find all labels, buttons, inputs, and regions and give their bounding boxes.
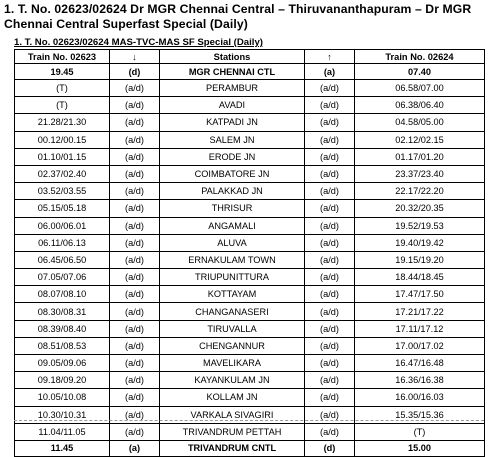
train-02624-time: 06.38/06.40 (355, 97, 485, 114)
train-02624-time: 04.58/05.00 (355, 114, 485, 131)
arrival-departure-code: (a) (305, 64, 355, 80)
table-row (15, 320, 485, 337)
station-name: ALUVA (160, 234, 305, 251)
document-title: 1. T. No. 02623/02624 Dr MGR Chennai Central – Thiruvananthapuram – Dr MGR Chennai Central Superfast Special (Daily) (4, 2, 472, 31)
train-02623-time: 03.52/03.55 (15, 183, 110, 200)
station-name: MAVELIKARA (160, 355, 305, 372)
train-02623-time: 08.07/08.10 (15, 286, 110, 303)
station-name: KATPADI JN (160, 114, 305, 131)
train-02624-time: 01.17/01.20 (355, 148, 485, 165)
arrival-departure-code: (d) (305, 440, 355, 456)
train-02623-time: (T) (15, 80, 110, 97)
station-name: PALAKKAD JN (160, 183, 305, 200)
train-02624-time: 16.36/16.38 (355, 372, 485, 389)
arrival-departure-code: (a/d) (305, 355, 355, 372)
table-row (15, 165, 485, 182)
train-02623-time: 19.45 (15, 64, 110, 80)
station-name: ERNAKULAM TOWN (160, 251, 305, 268)
table-row (15, 217, 485, 234)
arrival-departure-code: (a/d) (110, 217, 160, 234)
station-name: CHENGANNUR (160, 337, 305, 354)
station-name: AVADI (160, 97, 305, 114)
arrival-departure-code: (a/d) (305, 406, 355, 423)
train-02623-time: 01.10/01.15 (15, 148, 110, 165)
arrival-departure-code: (a/d) (110, 303, 160, 320)
arrival-departure-code: (a/d) (305, 423, 355, 440)
train-02623-time: 09.05/09.06 (15, 355, 110, 372)
table-row (15, 440, 485, 456)
arrival-departure-code: (a/d) (305, 337, 355, 354)
train-02623-time: 06.45/06.50 (15, 251, 110, 268)
arrival-departure-code: (a/d) (110, 148, 160, 165)
train-02624-time: 16.47/16.48 (355, 355, 485, 372)
arrival-departure-code: (a/d) (305, 200, 355, 217)
train-02624-time: 02.12/02.15 (355, 131, 485, 148)
train-02624-time: 06.58/07.00 (355, 80, 485, 97)
train-02623-time: 11.04/11.05 (15, 423, 110, 440)
train-02624-time: 17.00/17.02 (355, 337, 485, 354)
station-name: VARKALA SIVAGIRI (160, 406, 305, 423)
station-name: TRIVANDRUM CNTL (160, 440, 305, 456)
table-row (15, 97, 485, 114)
train-02624-time: 17.11/17.12 (355, 320, 485, 337)
train-02623-time: 08.30/08.31 (15, 303, 110, 320)
arrival-departure-code: (a/d) (305, 234, 355, 251)
arrival-departure-code: (d) (110, 64, 160, 80)
station-name: PERAMBUR (160, 80, 305, 97)
table-row (15, 131, 485, 148)
table-row (15, 372, 485, 389)
train-02624-time: 19.40/19.42 (355, 234, 485, 251)
station-name: KOLLAM JN (160, 389, 305, 406)
arrival-departure-code: (a/d) (305, 269, 355, 286)
train-02624-time: 15.35/15.36 (355, 406, 485, 423)
train-02624-time: 07.40 (355, 64, 485, 80)
table-row (15, 80, 485, 97)
arrival-departure-code: (a/d) (110, 372, 160, 389)
arrival-departure-code: (a/d) (110, 165, 160, 182)
train-02623-time: 10.30/10.31 (15, 406, 110, 423)
arrival-departure-code: (a/d) (110, 234, 160, 251)
station-name: TRIUPUNITTURA (160, 269, 305, 286)
train-02624-time: 19.15/19.20 (355, 251, 485, 268)
train-right-header: Train No. 02624 (355, 50, 485, 64)
table-row (15, 303, 485, 320)
arrival-departure-code: (a/d) (305, 286, 355, 303)
station-name: TIRUVALLA (160, 320, 305, 337)
station-name: THRISUR (160, 200, 305, 217)
train-02623-time: 10.05/10.08 (15, 389, 110, 406)
header-row (15, 50, 485, 64)
train-02624-time: 22.17/22.20 (355, 183, 485, 200)
stations-header: Stations (160, 50, 305, 64)
train-02624-time: 18.44/18.45 (355, 269, 485, 286)
arrival-departure-code: (a/d) (305, 303, 355, 320)
arrival-departure-code: (a/d) (305, 80, 355, 97)
train-02623-time: 11.45 (15, 440, 110, 456)
train-02624-time: (T) (355, 423, 485, 440)
station-name: SALEM JN (160, 131, 305, 148)
train-02623-time: (T) (15, 97, 110, 114)
up-arrow-icon: ↑ (305, 50, 355, 64)
arrival-departure-code: (a/d) (305, 165, 355, 182)
table-row (15, 337, 485, 354)
train-02623-time: 07.05/07.06 (15, 269, 110, 286)
train-02624-time: 17.21/17.22 (355, 303, 485, 320)
station-name: COIMBATORE JN (160, 165, 305, 182)
arrival-departure-code: (a/d) (305, 97, 355, 114)
train-02623-time: 02.37/02.40 (15, 165, 110, 182)
table-row (15, 286, 485, 303)
train-02623-time: 06.11/06.13 (15, 234, 110, 251)
arrival-departure-code: (a/d) (110, 80, 160, 97)
arrival-departure-code: (a/d) (110, 337, 160, 354)
arrival-departure-code: (a/d) (305, 148, 355, 165)
table-row (15, 183, 485, 200)
table-row (15, 389, 485, 406)
arrival-departure-code: (a/d) (110, 286, 160, 303)
arrival-departure-code: (a/d) (110, 131, 160, 148)
station-name: ERODE JN (160, 148, 305, 165)
table-row (15, 200, 485, 217)
arrival-departure-code: (a/d) (305, 131, 355, 148)
train-02624-time: 20.32/20.35 (355, 200, 485, 217)
table-row (15, 234, 485, 251)
arrival-departure-code: (a) (110, 440, 160, 456)
train-02623-time: 05.15/05.18 (15, 200, 110, 217)
arrival-departure-code: (a/d) (110, 200, 160, 217)
arrival-departure-code: (a/d) (110, 355, 160, 372)
arrival-departure-code: (a/d) (305, 114, 355, 131)
timetable (14, 49, 485, 457)
train-02624-time: 16.00/16.03 (355, 389, 485, 406)
arrival-departure-code: (a/d) (110, 97, 160, 114)
arrival-departure-code: (a/d) (110, 269, 160, 286)
table-subtitle: 1. T. No. 02623/02624 MAS-TVC-MAS SF Special (Daily) (14, 37, 263, 48)
arrival-departure-code: (a/d) (110, 389, 160, 406)
arrival-departure-code: (a/d) (305, 217, 355, 234)
arrival-departure-code: (a/d) (305, 251, 355, 268)
train-left-header: Train No. 02623 (15, 50, 110, 64)
station-name: KAYANKULAM JN (160, 372, 305, 389)
station-name: TRIVANDRUM PETTAH (160, 423, 305, 440)
table-row (15, 251, 485, 268)
arrival-departure-code: (a/d) (110, 114, 160, 131)
train-02624-time: 15.00 (355, 440, 485, 456)
table-row (15, 269, 485, 286)
train-02624-time: 23.37/23.40 (355, 165, 485, 182)
arrival-departure-code: (a/d) (110, 423, 160, 440)
arrival-departure-code: (a/d) (110, 320, 160, 337)
arrival-departure-code: (a/d) (305, 320, 355, 337)
arrival-departure-code: (a/d) (110, 406, 160, 423)
train-02623-time: 08.51/08.53 (15, 337, 110, 354)
table-row (15, 114, 485, 131)
station-name: ANGAMALI (160, 217, 305, 234)
train-02623-time: 09.18/09.20 (15, 372, 110, 389)
arrival-departure-code: (a/d) (110, 183, 160, 200)
train-02624-time: 17.47/17.50 (355, 286, 485, 303)
train-02623-time: 00.12/00.15 (15, 131, 110, 148)
arrival-departure-code: (a/d) (305, 372, 355, 389)
train-02623-time: 08.39/08.40 (15, 320, 110, 337)
arrival-departure-code: (a/d) (305, 183, 355, 200)
footer-divider (14, 420, 484, 423)
table-row (15, 148, 485, 165)
arrival-departure-code: (a/d) (305, 389, 355, 406)
station-name: KOTTAYAM (160, 286, 305, 303)
station-name: MGR CHENNAI CTL (160, 64, 305, 80)
train-02623-time: 06.00/06.01 (15, 217, 110, 234)
table-row (15, 355, 485, 372)
table-row (15, 423, 485, 440)
down-arrow-icon: ↓ (110, 50, 160, 64)
station-name: CHANGANASERI (160, 303, 305, 320)
train-02624-time: 19.52/19.53 (355, 217, 485, 234)
table-row (15, 64, 485, 80)
arrival-departure-code: (a/d) (110, 251, 160, 268)
train-02623-time: 21.28/21.30 (15, 114, 110, 131)
